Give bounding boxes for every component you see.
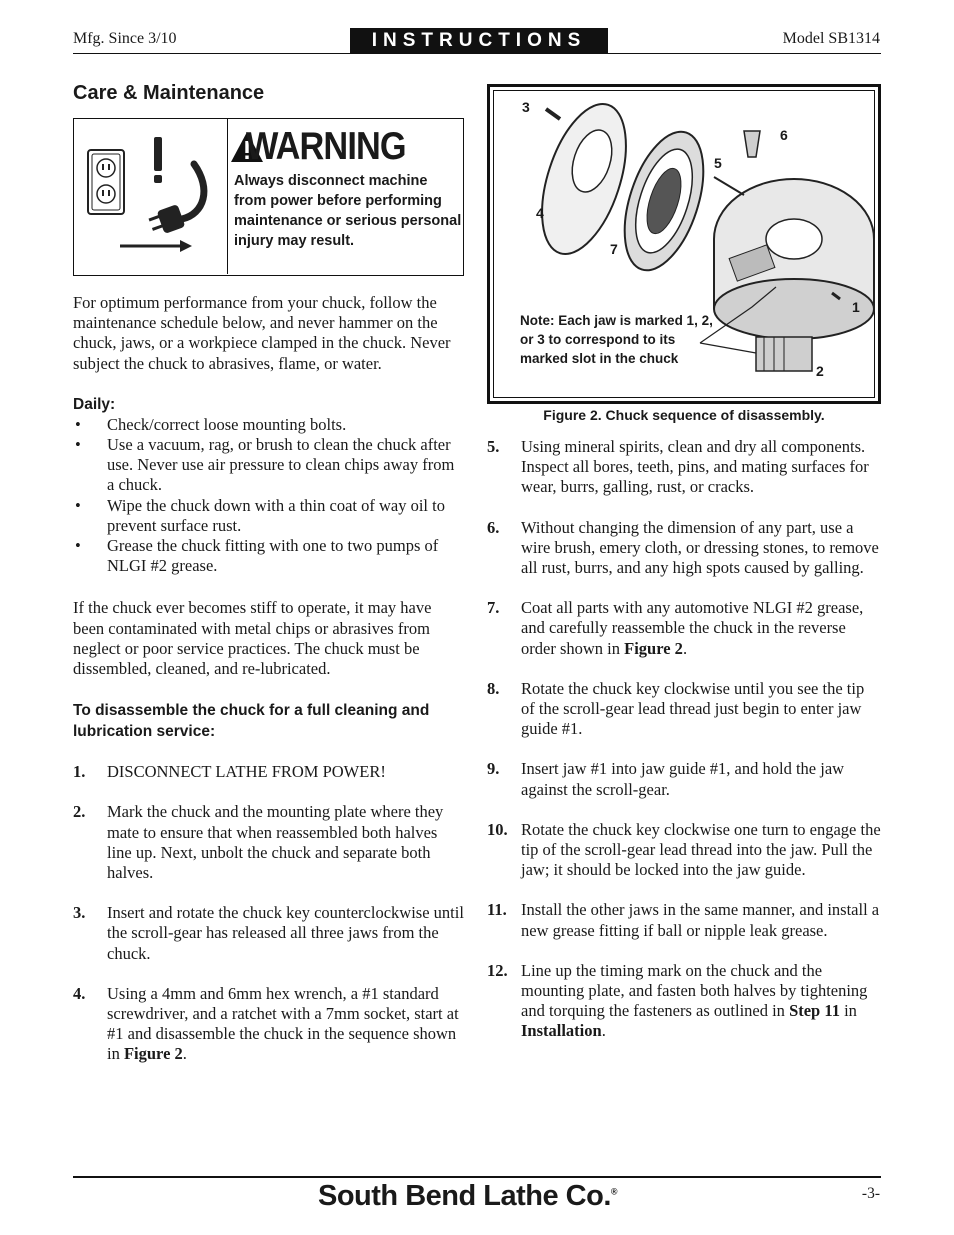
callout-1: 1 bbox=[852, 299, 860, 315]
callout-7: 7 bbox=[610, 241, 618, 257]
step-item: 10. Rotate the chuck key clockwise one turn to engage the tip of the scroll-gear lead thread into the jaw. Pull the jaw; it should be locked into the jaw guide. bbox=[487, 819, 881, 880]
figure-box bbox=[487, 84, 881, 404]
callout-4: 4 bbox=[536, 205, 544, 221]
warning-icon-cell bbox=[74, 119, 228, 274]
header-mfg-date: Mfg. Since 3/10 bbox=[73, 30, 177, 47]
section-title: Care & Maintenance bbox=[73, 82, 265, 104]
header-section-band: INSTRUCTIONS bbox=[350, 28, 608, 54]
step-item: 3. Insert and rotate the chuck key counterclockwise until the scroll-gear has released all three jaws from the chuck. bbox=[73, 903, 464, 963]
callout-3: 3 bbox=[522, 99, 530, 115]
step-item: 11. Install the other jaws in the same manner, and install a new grease fitting if ball or nipple leak grease. bbox=[487, 900, 880, 940]
step-item: 9. Insert jaw #1 into jaw guide #1, and hold the jaw against the scroll-gear. bbox=[487, 759, 845, 799]
left-column bbox=[73, 293, 465, 1065]
step-item: 6. Without changing the dimension of any part, use a wire brush, emery cloth, or dressing stones, to remove all rust, burrs, and any high spots caused by galling. bbox=[487, 517, 879, 578]
callout-6: 6 bbox=[780, 127, 788, 143]
step-item: 8. Rotate the chuck key clockwise until you see the tip of the scroll-gear lead thread just begin to enter jaw guide #1. bbox=[487, 678, 865, 739]
stiff-paragraph: If the chuck ever becomes stiff to operate, it may have been contaminated with metal chips or abrasives from neglect or poor service practices. The chuck must be dissembled, cleaned, and re-lubricated. bbox=[73, 598, 432, 679]
list-item: • Check/correct loose mounting bolts. bbox=[75, 414, 347, 434]
page-number: -3- bbox=[861, 1185, 880, 1202]
step-item: 2. Mark the chuck and the mounting plate where they mate to ensure that when reassembled both halves line up. Next, unbolt the chuck and separate both halves. bbox=[73, 802, 444, 883]
step-item: 7. Coat all parts with any automotive NLGI #2 grease, and carefully reassemble the chuck in the reverse order shown in Figure 2. bbox=[487, 598, 864, 658]
daily-heading: Daily: bbox=[73, 395, 116, 413]
figure-frame bbox=[493, 90, 875, 398]
callout-5: 5 bbox=[714, 155, 722, 171]
list-item: • Wipe the chuck down with a thin coat of way oil to prevent surface rust. bbox=[75, 495, 445, 535]
daily-list bbox=[73, 415, 465, 577]
list-item: • Use a vacuum, rag, or brush to clean the chuck after use. Never use air pressure to clean chips away from a chuck. bbox=[75, 435, 455, 495]
intro-paragraph: For optimum performance from your chuck, follow the maintenance schedule below, and never hammer on the chuck, jaws, or a workpiece clamped in the chuck. Never subject the chuck to abrasives, flame, or water. bbox=[73, 293, 451, 373]
unplug-icon bbox=[74, 119, 227, 274]
step-item: 12. Line up the timing mark on the chuck and the mounting plate, and fasten both halves by tightening and torquing the fasteners as outlined in Step 11 in Installation. bbox=[487, 960, 868, 1041]
figure-note: Note: Each jaw is marked 1, 2, or 3 to correspond to its marked slot in the chuck bbox=[520, 313, 713, 366]
list-item: • Grease the chuck fitting with one to two pumps of NLGI #2 grease. bbox=[75, 536, 439, 576]
figure-caption: Figure 2. Chuck sequence of disassembly. bbox=[543, 407, 825, 423]
warning-box bbox=[73, 118, 464, 276]
disassemble-heading: To disassemble the chuck for a full cleaning and lubrication service: bbox=[73, 702, 430, 741]
step-item: 1. DISCONNECT LATHE FROM POWER! bbox=[73, 762, 386, 782]
footer-brand-logo: South Bend Lathe Co.® bbox=[318, 1180, 618, 1212]
warning-text: Always disconnect machine from power before performing maintenance or serious personal injury may result. bbox=[234, 173, 462, 249]
warning-heading: WARNING bbox=[246, 125, 406, 168]
right-column bbox=[487, 437, 882, 1042]
callout-2: 2 bbox=[816, 363, 824, 379]
step-item: 5. Using mineral spirits, clean and dry all components. Inspect all bores, teeth, pins, and mating surfaces for wear, burrs, galling, rust, or cracks. bbox=[487, 437, 869, 497]
step-item: 4. Using a 4mm and 6mm hex wrench, a #1 standard screwdriver, and a ratchet with a 7mm socket, start at #1 and disassemble the chuck in the sequence shown in Figure 2. bbox=[73, 983, 459, 1064]
header-model: Model SB1314 bbox=[782, 30, 880, 47]
footer-rule bbox=[73, 1176, 881, 1178]
header-rule bbox=[73, 53, 881, 54]
